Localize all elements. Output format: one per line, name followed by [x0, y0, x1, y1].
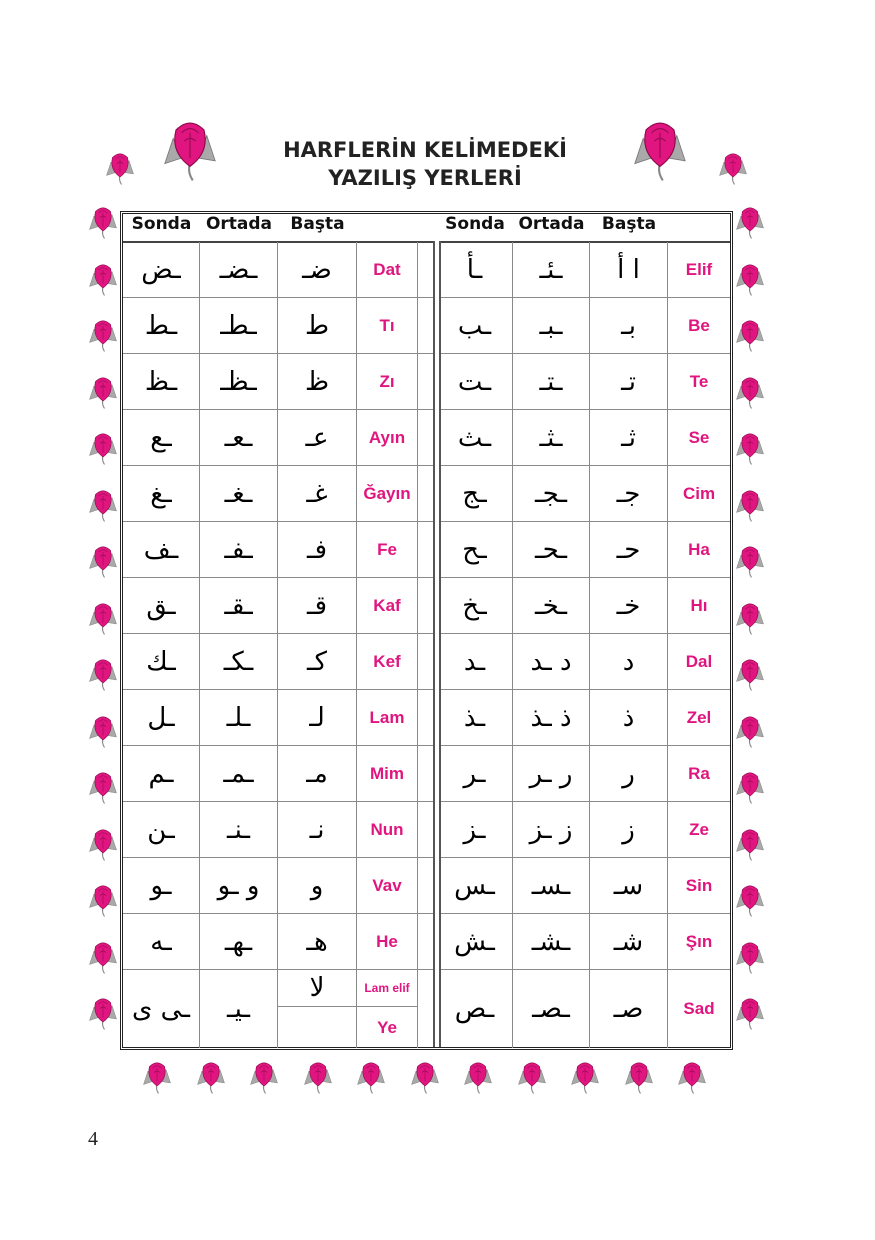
letter-name: Zı: [357, 354, 418, 410]
spacer-cell: [418, 522, 433, 578]
cell-end: ـر: [437, 746, 513, 802]
cell-middle: ـئـ: [513, 242, 590, 298]
cell-start: مـ: [278, 746, 357, 802]
cell-middle: ـبـ: [513, 298, 590, 354]
cell-end: ـب: [437, 298, 513, 354]
cell-ye-start: [278, 1007, 357, 1048]
cell-start: ر: [590, 746, 668, 802]
header-middle: Ortada: [205, 214, 273, 234]
cell-middle: ـتـ: [513, 354, 590, 410]
cell-start: لـ: [278, 690, 357, 746]
cell-end: ـف: [123, 522, 200, 578]
spacer-cell: [418, 746, 433, 802]
cell-middle: ـضـ: [200, 242, 278, 298]
header-end: Sonda: [445, 214, 505, 234]
cell-middle: ـنـ: [200, 802, 278, 858]
cell-middle: ـهـ: [200, 914, 278, 970]
cell-start: خـ: [590, 578, 668, 634]
cell-end: ـط: [123, 298, 200, 354]
title-line-1: HARFLERİN KELİMEDEKİ: [283, 138, 567, 162]
cell-start: فـ: [278, 522, 357, 578]
rose-icon: [632, 116, 688, 183]
letter-name: Zel: [668, 690, 730, 746]
cell-end: ـق: [123, 578, 200, 634]
cell-start: هـ: [278, 914, 357, 970]
cell-end: ـد: [437, 634, 513, 690]
cell-start: تـ: [590, 354, 668, 410]
rose-icon: [88, 769, 118, 805]
cell-start: بـ: [590, 298, 668, 354]
rose-icon: [162, 116, 218, 183]
letter-name: Şın: [668, 914, 730, 970]
cell-start: ثـ: [590, 410, 668, 466]
cell-start: و: [278, 858, 357, 914]
rose-icon: [105, 150, 135, 186]
rose-icon: [88, 317, 118, 353]
cell-start: ظ: [278, 354, 357, 410]
letter-name: Nun: [357, 802, 418, 858]
rose-icon: [735, 261, 765, 297]
rose-icon: [517, 1059, 547, 1095]
cell-middle: ـمـ: [200, 746, 278, 802]
cell-end: ـث: [437, 410, 513, 466]
rose-icon: [735, 600, 765, 636]
cell-middle: ـصـ: [513, 970, 590, 1048]
cell-middle: ـخـ: [513, 578, 590, 634]
rose-icon: [735, 430, 765, 466]
spacer-cell: [418, 802, 433, 858]
cell-end: ـذ: [437, 690, 513, 746]
rose-icon: [463, 1059, 493, 1095]
letter-name: Sad: [683, 999, 715, 1018]
spacer-cell: [418, 410, 433, 466]
cell-start: ط: [278, 298, 357, 354]
cell-end: ـل: [123, 690, 200, 746]
rose-icon: [735, 882, 765, 918]
cell-start: ز: [590, 802, 668, 858]
rose-icon: [735, 826, 765, 862]
letter-name: Kaf: [357, 578, 418, 634]
rose-icon: [88, 713, 118, 749]
cell-middle: ـلـ: [200, 690, 278, 746]
letter-name: Tı: [357, 298, 418, 354]
cell-end: ـز: [437, 802, 513, 858]
rose-icon: [88, 995, 118, 1031]
cell-ye-middle: ـيـ: [200, 970, 278, 1048]
letter-name: Mim: [357, 746, 418, 802]
cell-lamelif-start: لا: [278, 970, 357, 1007]
title-line-2: YAZILIŞ YERLERİ: [328, 166, 522, 190]
page-title: [240, 136, 610, 192]
cell-start: صـ: [590, 970, 668, 1048]
cell-middle: ـفـ: [200, 522, 278, 578]
letter-name: Elif: [668, 242, 730, 298]
cell-middle: ـجـ: [513, 466, 590, 522]
rose-icon: [88, 826, 118, 862]
rose-icon: [88, 939, 118, 975]
rose-icon: [735, 995, 765, 1031]
rose-icon: [718, 150, 748, 186]
cell-middle: ـسـ: [513, 858, 590, 914]
letter-name-lamelif: Lam elif: [357, 970, 418, 1007]
rose-icon: [735, 713, 765, 749]
rose-icon: [356, 1059, 386, 1095]
spacer-cell: [418, 970, 433, 1048]
spacer-cell: [418, 354, 433, 410]
cell-middle: ز ـز: [513, 802, 590, 858]
rose-icon: [88, 543, 118, 579]
cell-ye-end: ـى ى: [123, 970, 200, 1048]
letter-name: Te: [668, 354, 730, 410]
spacer-cell: [418, 914, 433, 970]
letter-name: Ha: [668, 522, 730, 578]
header-start: Başta: [601, 214, 657, 234]
cell-start: جـ: [590, 466, 668, 522]
rose-icon: [677, 1059, 707, 1095]
rose-icon: [735, 487, 765, 523]
spacer-cell: [418, 242, 433, 298]
cell-end: ـخ: [437, 578, 513, 634]
cell-end: ـأ: [437, 242, 513, 298]
letter-name: Ze: [668, 802, 730, 858]
letter-name: Lam: [357, 690, 418, 746]
page-number: 4: [88, 1128, 98, 1150]
cell-middle: ـغـ: [200, 466, 278, 522]
spacer-cell: [418, 858, 433, 914]
cell-start: کـ: [278, 634, 357, 690]
cell-middle: ـحـ: [513, 522, 590, 578]
cell-end: ـم: [123, 746, 200, 802]
cell-end: ـغ: [123, 466, 200, 522]
spacer-cell: [418, 466, 433, 522]
rose-icon: [735, 317, 765, 353]
letter-name: Ayın: [357, 410, 418, 466]
letter-name: Ra: [668, 746, 730, 802]
letter-name: Sin: [668, 858, 730, 914]
spacer-cell: [418, 634, 433, 690]
rose-icon: [88, 204, 118, 240]
cell-end: ـج: [437, 466, 513, 522]
letter-name: He: [357, 914, 418, 970]
cell-middle: ـعـ: [200, 410, 278, 466]
cell-middle: ـقـ: [200, 578, 278, 634]
rose-icon: [88, 882, 118, 918]
cell-start: قـ: [278, 578, 357, 634]
letter-name: Kef: [357, 634, 418, 690]
halves-gap: [433, 241, 441, 1047]
letter-name: Dal: [668, 634, 730, 690]
cell-middle: ـشـ: [513, 914, 590, 970]
letter-name: Se: [668, 410, 730, 466]
spacer-cell: [418, 298, 433, 354]
rose-icon: [88, 487, 118, 523]
spacer-cell: [418, 690, 433, 746]
cell-start: حـ: [590, 522, 668, 578]
cell-end: ـع: [123, 410, 200, 466]
letter-name: Be: [668, 298, 730, 354]
rose-icon: [410, 1059, 440, 1095]
letter-name: Vav: [357, 858, 418, 914]
rose-icon: [142, 1059, 172, 1095]
cell-start: ذ: [590, 690, 668, 746]
rose-icon: [624, 1059, 654, 1095]
rose-icon: [735, 204, 765, 240]
rose-icon: [303, 1059, 333, 1095]
cell-start: عـ: [278, 410, 357, 466]
rose-icon: [88, 374, 118, 410]
cell-middle: ـطـ: [200, 298, 278, 354]
letter-name: Fe: [357, 522, 418, 578]
cell-middle: ـظـ: [200, 354, 278, 410]
cell-end: ـح: [437, 522, 513, 578]
cell-middle: ـثـ: [513, 410, 590, 466]
rose-icon: [88, 600, 118, 636]
cell-end: ـه: [123, 914, 200, 970]
header-middle: Ortada: [518, 214, 585, 234]
rose-icon: [88, 261, 118, 297]
rose-icon: [196, 1059, 226, 1095]
cell-middle: ر ـر: [513, 746, 590, 802]
rose-icon: [735, 374, 765, 410]
header-start: Başta: [290, 214, 345, 234]
letter-name: Ğayın: [357, 466, 418, 522]
cell-start: سـ: [590, 858, 668, 914]
cell-end: ـض: [123, 242, 200, 298]
rose-icon: [735, 543, 765, 579]
header-end: Sonda: [131, 214, 192, 234]
cell-end: ـت: [437, 354, 513, 410]
rose-icon: [249, 1059, 279, 1095]
cell-start: شـ: [590, 914, 668, 970]
cell-start: ضـ: [278, 242, 357, 298]
cell-middle: ـکـ: [200, 634, 278, 690]
cell-start: ا أ: [590, 242, 668, 298]
letter-name: Cim: [668, 466, 730, 522]
rose-icon: [735, 939, 765, 975]
rose-icon: [88, 656, 118, 692]
cell-end: ـن: [123, 802, 200, 858]
cell-start: غـ: [278, 466, 357, 522]
cell-start: د: [590, 634, 668, 690]
cell-end: ـش: [437, 914, 513, 970]
cell-start: نـ: [278, 802, 357, 858]
cell-middle: د ـد: [513, 634, 590, 690]
letter-name: Hı: [668, 578, 730, 634]
rose-icon: [735, 656, 765, 692]
cell-end: ـص: [437, 970, 513, 1048]
cell-middle: ذ ـذ: [513, 690, 590, 746]
letter-name: Dat: [357, 242, 418, 298]
cell-end: ـك: [123, 634, 200, 690]
letter-positions-table: [120, 211, 733, 1050]
rose-icon: [735, 769, 765, 805]
cell-end: ـو: [123, 858, 200, 914]
rose-icon: [570, 1059, 600, 1095]
cell-middle: و ـو: [200, 858, 278, 914]
cell-end: ـس: [437, 858, 513, 914]
spacer-cell: [418, 578, 433, 634]
cell-end: ـظ: [123, 354, 200, 410]
letter-name-ye: Ye: [357, 1007, 418, 1048]
rose-icon: [88, 430, 118, 466]
